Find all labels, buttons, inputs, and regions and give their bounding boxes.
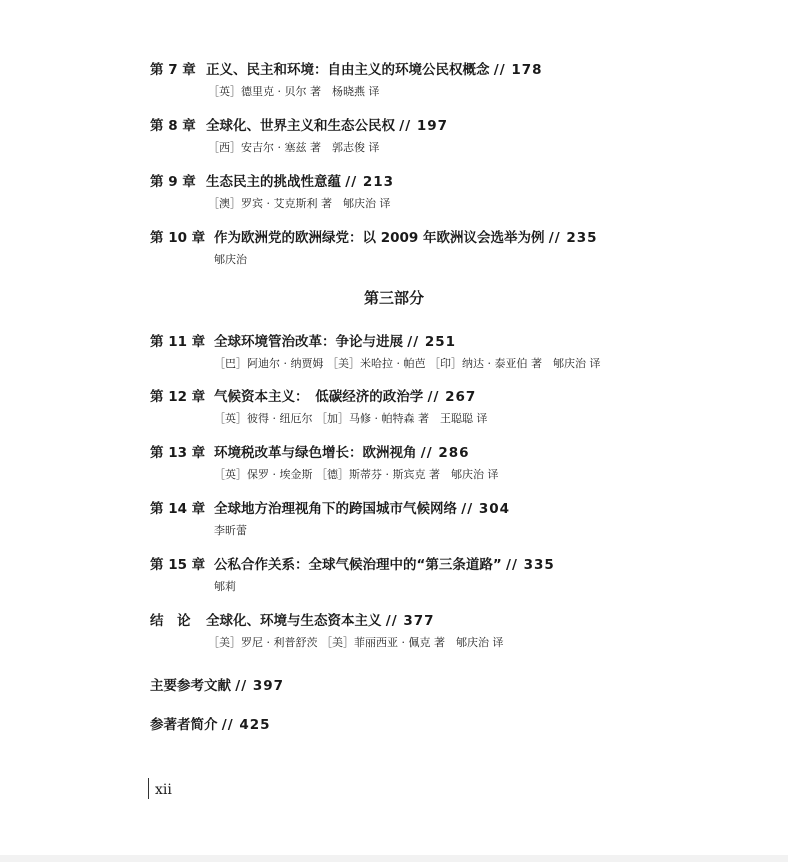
chapter-number: 第 10 章: [150, 230, 206, 246]
chapter-title: 正义、民主和环境：自由主义的环境公民权概念: [206, 62, 490, 78]
chapter-number: 第 13 章: [150, 445, 206, 461]
chapter-authors: ［美］罗尼 · 利普舒茨 ［美］菲丽西亚 · 佩克 著 郇庆治 译: [208, 636, 504, 649]
chapter-authors: 郇莉: [214, 580, 236, 593]
chapter-number: 第 12 章: [150, 389, 206, 405]
entry-title-line: [150, 612, 503, 630]
entry-title-line: [150, 61, 543, 79]
chapter-number: 第 11 章: [150, 334, 206, 350]
toc-entry-conclusion[interactable]: [150, 612, 503, 651]
chapter-title: 公私合作关系：全球气候治理中的“第三条道路”: [214, 557, 502, 573]
toc-entry-ch8[interactable]: [150, 117, 448, 156]
chapter-authors: 李昕蕾: [214, 524, 247, 537]
entry-title-line: [150, 117, 448, 135]
toc-entry-ch15[interactable]: [150, 556, 555, 595]
page-ref: // 267: [427, 389, 477, 405]
page-ref: // 335: [506, 557, 555, 573]
page-ref: // 251: [407, 334, 457, 350]
chapter-authors: ［巴］阿迪尔 · 纳贾姆 ［美］米哈拉 · 帕芭 ［印］纳达 · 泰亚伯 著 郇庆治 译: [214, 357, 601, 370]
chapter-authors: ［英］彼得 · 纽厄尔 ［加］马修 · 帕特森 著 王聪聪 译: [214, 412, 488, 425]
chapter-number: 第 9 章: [150, 174, 196, 190]
chapter-number: 第 8 章: [150, 118, 196, 134]
page-ref: // 213: [345, 174, 395, 190]
entry-title-line: [150, 716, 271, 734]
page-ref: // 425: [221, 717, 271, 733]
chapter-authors: ［西］安吉尔 · 塞兹 著 郭志俊 译: [208, 141, 380, 154]
toc-entry-ch11[interactable]: [150, 333, 600, 372]
chapter-authors: ［英］德里克 · 贝尔 著 杨晓燕 译: [208, 85, 380, 98]
chapter-number: 第 14 章: [150, 501, 206, 517]
page-number: xii: [148, 778, 172, 799]
chapter-title: 气候资本主义： 低碳经济的政治学: [214, 389, 424, 405]
entry-title-line: [150, 173, 394, 191]
page-ref: // 304: [461, 501, 511, 517]
chapter-number: 第 15 章: [150, 557, 206, 573]
toc-entry-ch14[interactable]: [150, 500, 510, 539]
entry-title-line: [150, 388, 487, 406]
entry-title-line: [150, 229, 598, 247]
entry-title-line: [150, 333, 600, 351]
chapter-title: 全球地方治理视角下的跨国城市气候网络: [214, 501, 457, 517]
chapter-authors: ［英］保罗 · 埃金斯 ［德］斯蒂芬 · 斯宾克 著 郇庆治 译: [214, 468, 499, 481]
toc-entry-ch9[interactable]: [150, 173, 394, 212]
chapter-title: 全球化、世界主义和生态公民权: [206, 118, 395, 134]
entry-title-line: [150, 500, 510, 518]
chapter-title: 全球化、环境与生态资本主义: [206, 613, 382, 629]
toc-entry-ch13[interactable]: [150, 444, 498, 483]
chapter-number: 结 论: [150, 613, 191, 629]
toc-entry-references[interactable]: [150, 677, 284, 695]
page-ref: // 197: [399, 118, 449, 134]
chapter-authors: ［澳］罗宾 · 艾克斯利 著 郇庆治 译: [208, 197, 391, 210]
toc-entry-ch10[interactable]: [150, 229, 598, 268]
chapter-number: 第 7 章: [150, 62, 196, 78]
page-ref: // 397: [235, 678, 285, 694]
page-bottom-edge: [0, 855, 788, 862]
page-ref: // 286: [420, 445, 470, 461]
toc-entry-ch12[interactable]: [150, 388, 487, 427]
entry-title-line: [150, 677, 284, 695]
chapter-authors: 郇庆治: [214, 253, 247, 266]
toc-entry-ch7[interactable]: [150, 61, 543, 100]
contributors-title: 参著者简介: [150, 717, 218, 733]
entry-title-line: [150, 444, 498, 462]
chapter-title: 作为欧洲党的欧洲绿党：以 2009 年欧洲议会选举为例: [214, 230, 545, 246]
part-heading: 第三部分: [363, 289, 424, 307]
chapter-title: 全球环境管治改革：争论与进展: [214, 334, 403, 350]
page-ref: // 235: [548, 230, 598, 246]
page-ref: // 178: [493, 62, 543, 78]
references-title: 主要参考文献: [150, 678, 231, 694]
toc-entry-contributors[interactable]: [150, 716, 271, 734]
chapter-title: 生态民主的挑战性意蕴: [206, 174, 341, 190]
chapter-title: 环境税改革与绿色增长：欧洲视角: [214, 445, 417, 461]
page-ref: // 377: [385, 613, 435, 629]
entry-title-line: [150, 556, 555, 574]
